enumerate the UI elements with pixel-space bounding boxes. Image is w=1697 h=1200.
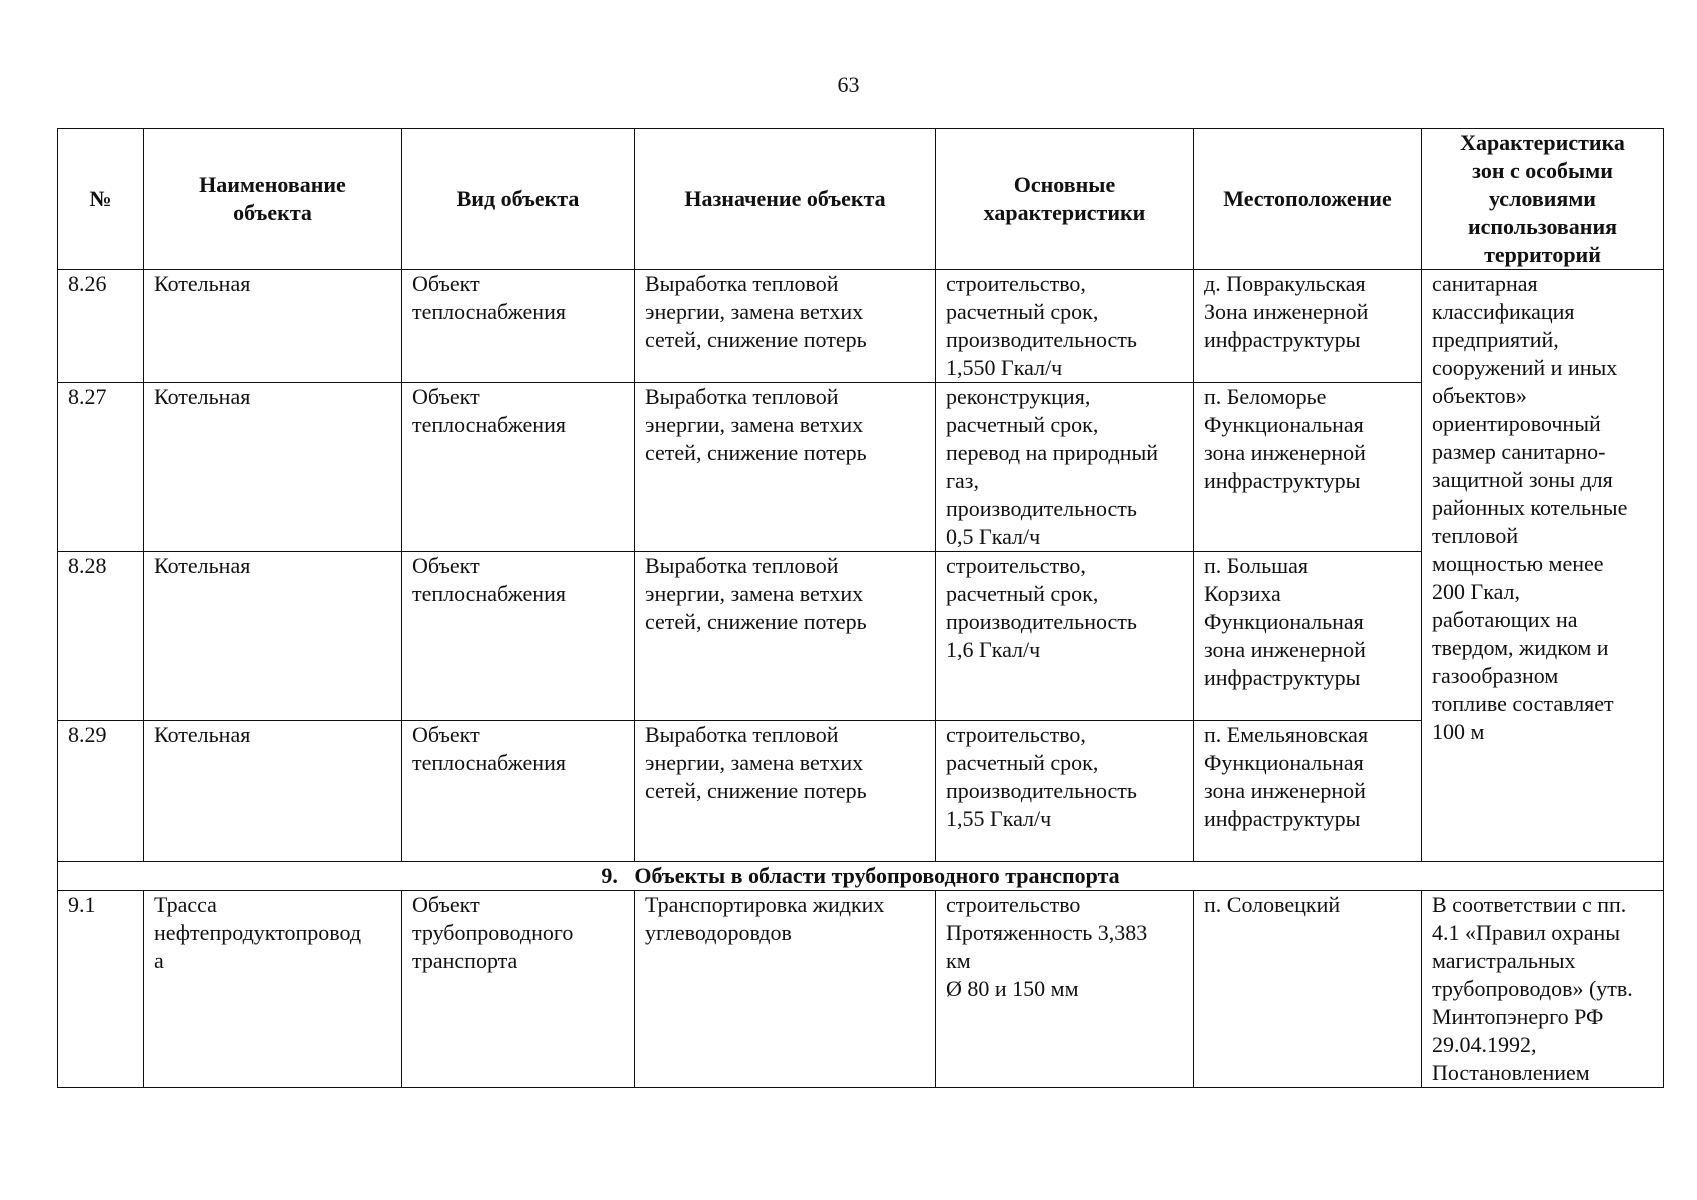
object-purpose: Выработка тепловой энергии, замена ветхих сетей, снижение потерь — [635, 721, 936, 862]
header-object-type: Вид объекта — [402, 129, 635, 270]
object-characteristics: реконструкция, расчетный срок, перевод на природный газ, производительность 0,5 Гкал/ч — [936, 383, 1194, 552]
object-location: п. Беломорье Функциональная зона инженерной инфраструктуры — [1194, 383, 1422, 552]
planned-objects-table — [57, 128, 1664, 1088]
special-zones-pipeline: В соответствии с пп. 4.1 «Правил охраны магистральных трубопроводов» (утв. Минтопэнерго РФ 29.04.1992, Постановлением — [1422, 891, 1664, 1088]
table-header-row — [58, 129, 1664, 270]
special-zones-boilers: санитарная классификация предприятий, сооружений и иных объектов» ориентировочный размер санитарно- защитной зоны для районных котельные тепловой мощностью менее 200 Гкал, работающих на твердом, жидком и газообразном топливе составляет 100 м — [1422, 270, 1664, 862]
row-number: 8.26 — [58, 270, 144, 383]
object-location: д. Повракульская Зона инженерной инфраструктуры — [1194, 270, 1422, 383]
object-location: п. Емельяновская Функциональная зона инженерной инфраструктуры — [1194, 721, 1422, 862]
object-purpose: Выработка тепловой энергии, замена ветхих сетей, снижение потерь — [635, 270, 936, 383]
header-location: Местоположение — [1194, 129, 1422, 270]
object-characteristics: строительство, расчетный срок, производительность 1,6 Гкал/ч — [936, 552, 1194, 721]
row-number: 9.1 — [58, 891, 144, 1088]
object-type: Объект теплоснабжения — [402, 383, 635, 552]
row-number: 8.28 — [58, 552, 144, 721]
row-number: 8.27 — [58, 383, 144, 552]
object-location: п. Соловецкий — [1194, 891, 1422, 1088]
object-purpose: Транспортировка жидких углеводоровдов — [635, 891, 936, 1088]
object-location: п. Большая Корзиха Функциональная зона инженерной инфраструктуры — [1194, 552, 1422, 721]
table-row — [58, 891, 1664, 1088]
object-name: Котельная — [144, 552, 402, 721]
table-row — [58, 270, 1664, 383]
object-characteristics: строительство Протяженность 3,383 км Ø 80 и 150 мм — [936, 891, 1194, 1088]
object-name: Котельная — [144, 270, 402, 383]
row-number: 8.29 — [58, 721, 144, 862]
header-object-purpose: Назначение объекта — [635, 129, 936, 270]
header-object-name: Наименование объекта — [144, 129, 402, 270]
object-characteristics: строительство, расчетный срок, производительность 1,550 Гкал/ч — [936, 270, 1194, 383]
object-type: Объект теплоснабжения — [402, 721, 635, 862]
object-type: Объект трубопроводного транспорта — [402, 891, 635, 1088]
header-special-zones: Характеристика зон с особыми условиями использования территорий — [1422, 129, 1664, 270]
header-main-characteristics: Основные характеристики — [936, 129, 1194, 270]
object-name: Трасса нефтепродуктопровод а — [144, 891, 402, 1088]
object-purpose: Выработка тепловой энергии, замена ветхих сетей, снижение потерь — [635, 383, 936, 552]
header-number: № — [58, 129, 144, 270]
section-9-title: 9. Объекты в области трубопроводного транспорта — [58, 862, 1664, 891]
object-characteristics: строительство, расчетный срок, производительность 1,55 Гкал/ч — [936, 721, 1194, 862]
section-heading-row — [58, 862, 1664, 891]
object-purpose: Выработка тепловой энергии, замена ветхих сетей, снижение потерь — [635, 552, 936, 721]
object-type: Объект теплоснабжения — [402, 552, 635, 721]
object-name: Котельная — [144, 383, 402, 552]
page-number: 63 — [837, 72, 860, 97]
object-type: Объект теплоснабжения — [402, 270, 635, 383]
object-name: Котельная — [144, 721, 402, 862]
